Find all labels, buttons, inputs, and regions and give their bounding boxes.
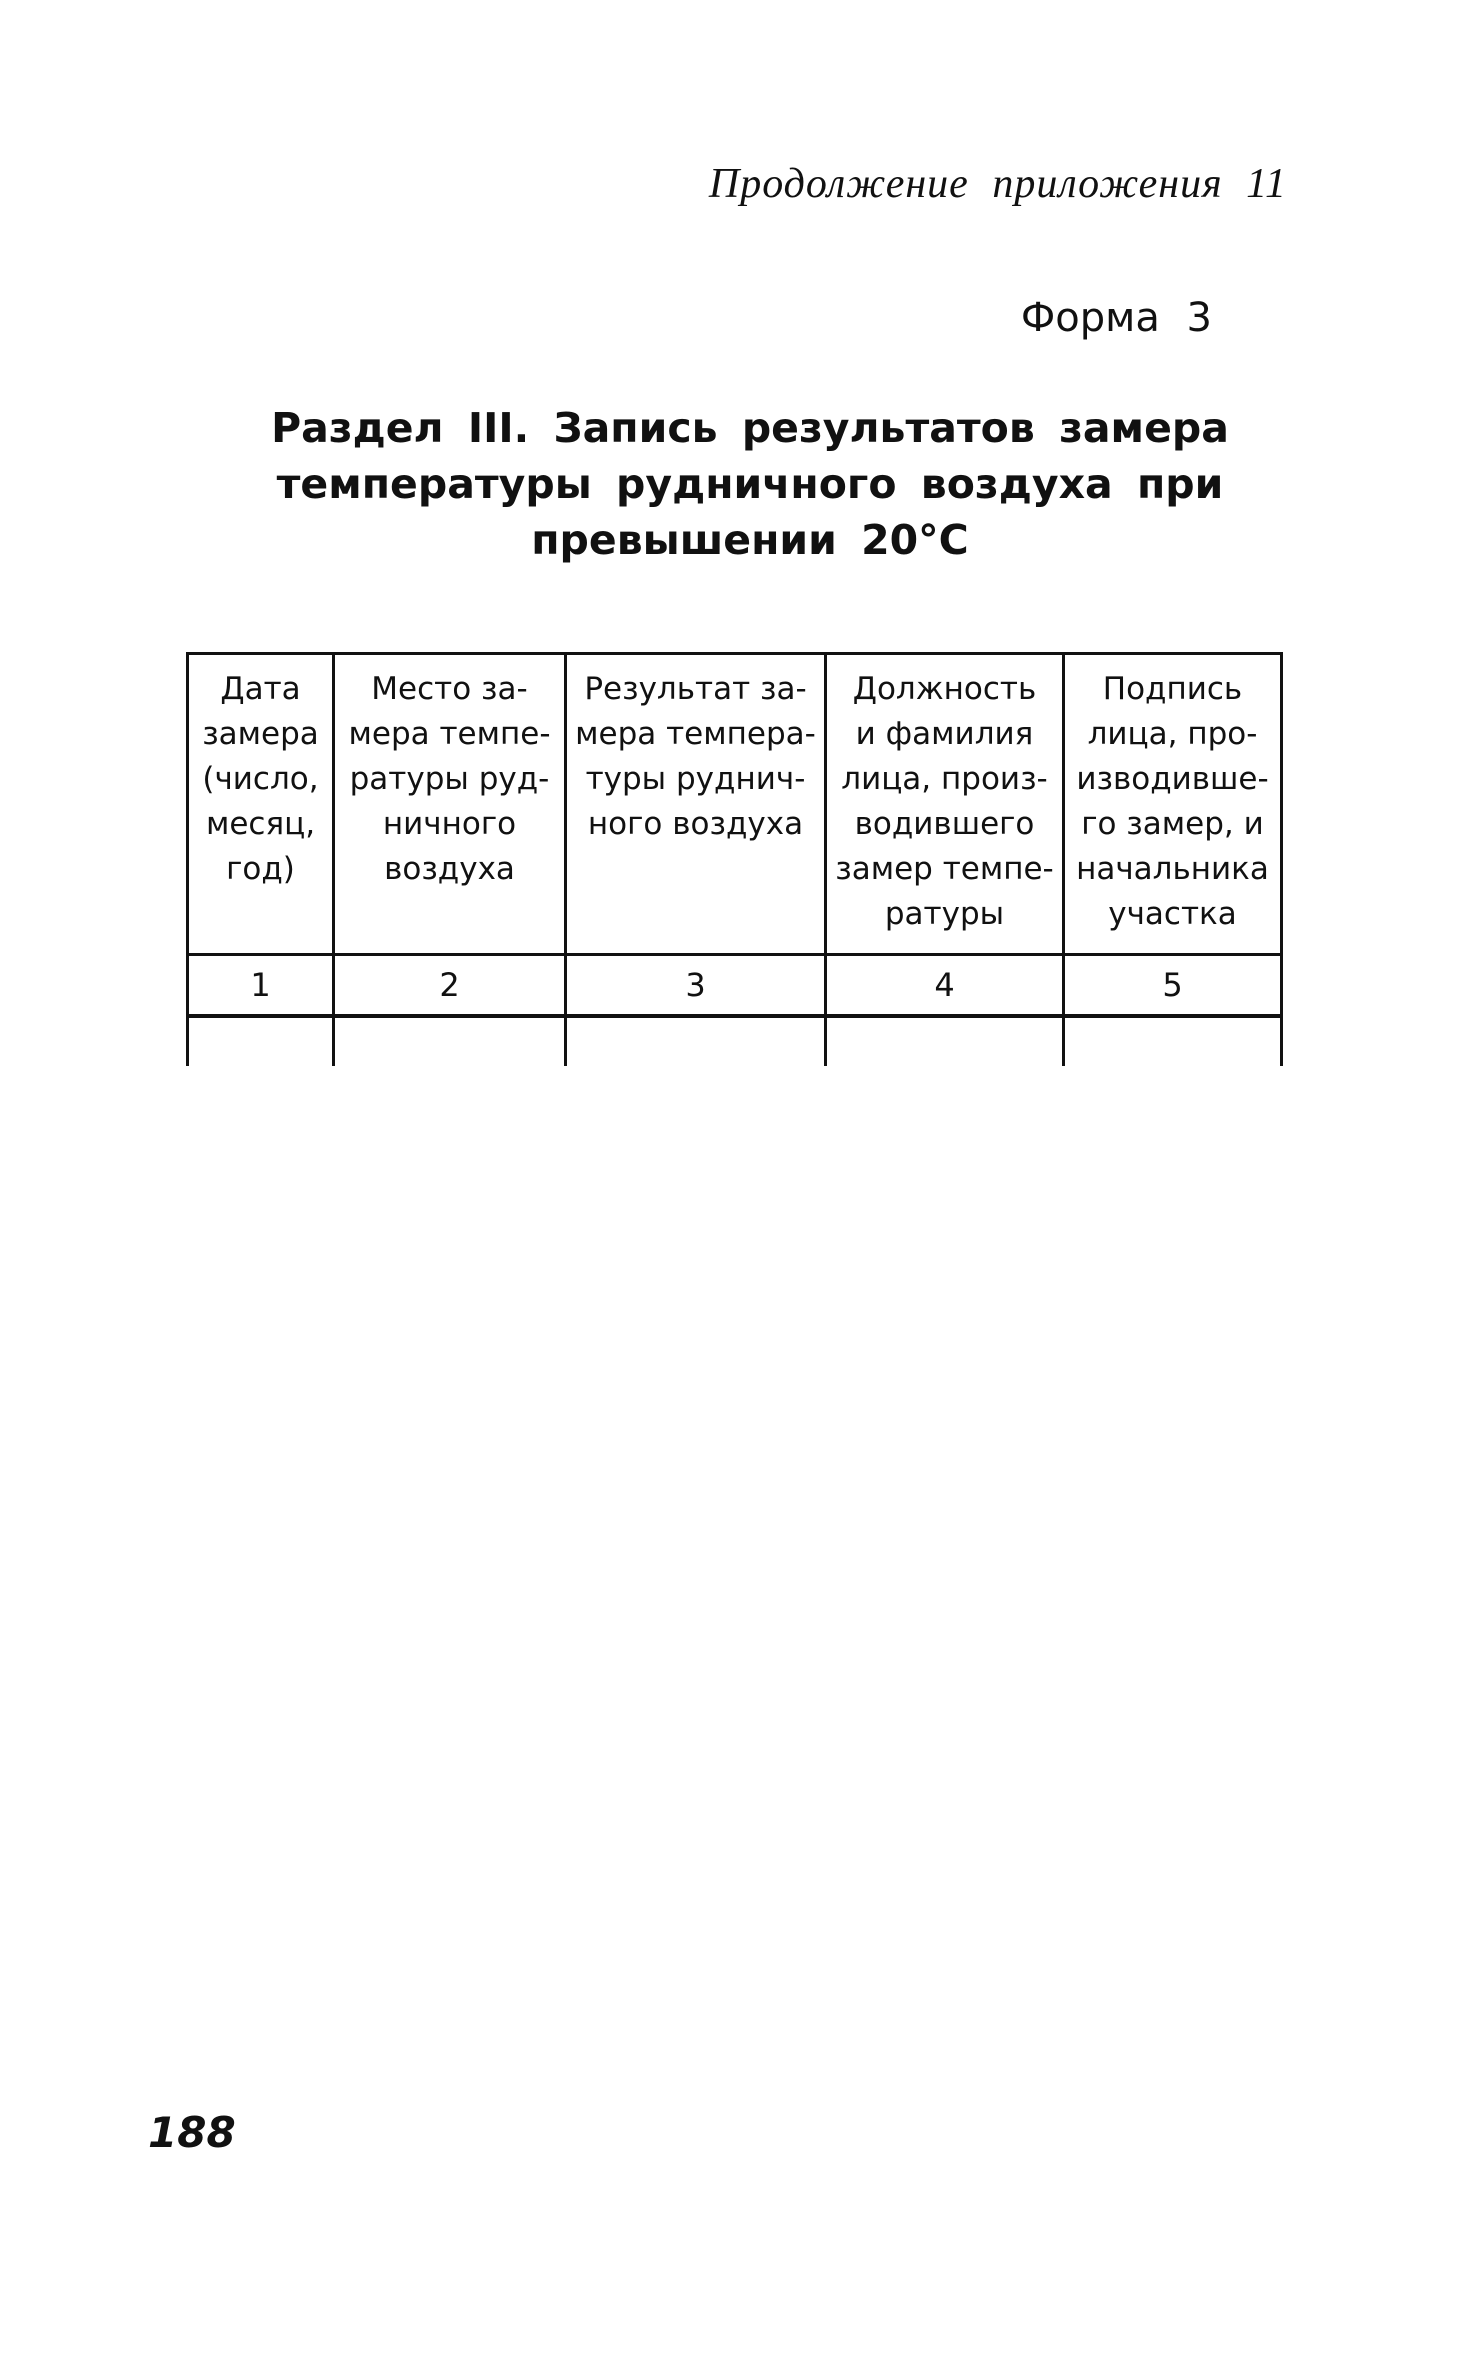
header-line: замера — [202, 716, 319, 752]
page-number: 188 — [148, 2108, 236, 2157]
header-line: ратуры — [884, 896, 1005, 932]
section-title — [250, 400, 1250, 568]
header-line: и фамилия — [855, 716, 1034, 752]
table-cell — [188, 1016, 334, 1066]
column-number: 5 — [1064, 955, 1282, 1017]
header-line: (число, — [202, 761, 319, 797]
header-line: ратуры руд- — [349, 761, 550, 797]
table-header-row — [188, 654, 1282, 955]
column-header-date — [188, 654, 334, 955]
column-number: 3 — [566, 955, 826, 1017]
header-line: изводивше- — [1076, 761, 1269, 797]
column-header-signature — [1064, 654, 1282, 955]
column-header-location — [334, 654, 566, 955]
header-line: Дата — [220, 671, 301, 707]
header-line: ничного — [382, 806, 517, 842]
table-cell — [1064, 1016, 1282, 1066]
column-number: 2 — [334, 955, 566, 1017]
header-line: туры руднич- — [585, 761, 806, 797]
form-table — [186, 652, 1283, 1066]
header-line: водившего — [854, 806, 1035, 842]
header-line: замер темпе- — [835, 851, 1054, 887]
column-number: 1 — [188, 955, 334, 1017]
section-title-line: температуры рудничного воздуха при — [276, 460, 1224, 508]
column-number: 4 — [826, 955, 1064, 1017]
running-head: Продолжение приложения 11 — [708, 161, 1287, 207]
header-line: ного воздуха — [587, 806, 804, 842]
section-title-line: Раздел III. Запись результатов замера — [271, 404, 1229, 452]
header-line: воздуха — [384, 851, 515, 887]
header-line: Место за- — [371, 671, 528, 707]
header-line: участка — [1108, 896, 1237, 932]
header-line: лица, произ- — [841, 761, 1048, 797]
header-line: го замер, и — [1081, 806, 1264, 842]
header-line: Подпись — [1102, 671, 1243, 707]
header-line: год) — [226, 851, 295, 887]
header-line: месяц, — [205, 806, 316, 842]
section-title-line: превышении 20°С — [531, 516, 969, 564]
header-line: мера темпе- — [348, 716, 551, 752]
header-line: Результат за- — [584, 671, 807, 707]
header-line: мера темпера- — [575, 716, 816, 752]
column-number-row — [188, 955, 1282, 1017]
column-header-position — [826, 654, 1064, 955]
header-line: начальника — [1076, 851, 1269, 887]
table-cell — [826, 1016, 1064, 1066]
header-line: Должность — [852, 671, 1037, 707]
table-row — [188, 1016, 1282, 1066]
table-cell — [566, 1016, 826, 1066]
form-label: Форма 3 — [1020, 295, 1212, 341]
table-cell — [334, 1016, 566, 1066]
header-line: лица, про- — [1087, 716, 1258, 752]
column-header-result — [566, 654, 826, 955]
